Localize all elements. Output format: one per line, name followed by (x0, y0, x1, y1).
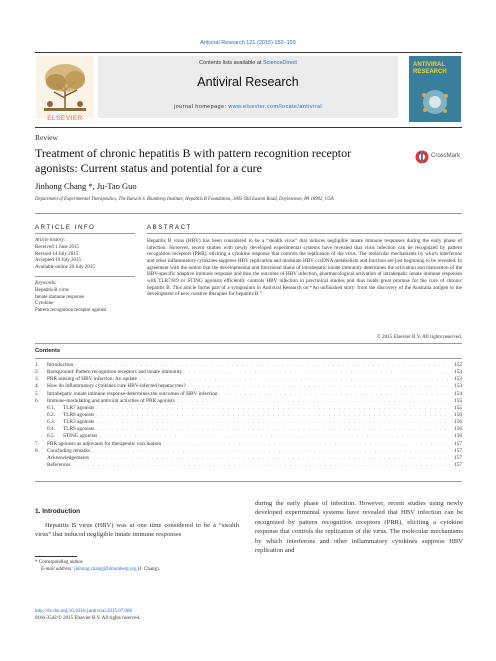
toc-entry-number: 5. (35, 390, 39, 397)
sciencedirect-link[interactable]: ScienceDirect (262, 60, 297, 66)
toc-leader-dots (96, 412, 448, 419)
journal-cover-thumbnail[interactable] (409, 56, 461, 122)
abstract-end-rule (35, 343, 462, 344)
toc-entry-title: TLR3 agonists (63, 419, 95, 426)
toc-leader-dots (75, 362, 448, 369)
toc-leader-dots (96, 405, 448, 412)
toc-entry-number: 6.3. (47, 419, 55, 426)
abstract-copyright: © 2015 Elsevier B.V. All rights reserved. (376, 334, 462, 340)
crossmark-icon (415, 150, 429, 164)
contents-prefix: Contents lists available at (199, 60, 263, 66)
toc-entry-number: 8. (35, 447, 39, 454)
toc-entry-title: TLR7 agonists (63, 404, 95, 411)
homepage-prefix: journal homepage: (174, 104, 229, 110)
journal-title: Antiviral Research (197, 75, 299, 89)
toc-entry-number: 4. (35, 383, 39, 390)
toc-entry[interactable] (35, 391, 462, 398)
body-text-column-1: Hepatitis B virus (HBV) was at one time considered to be a “stealth virus” that induced negligible innate immune responses (35, 522, 239, 539)
toc-entry-number: 7. (35, 440, 39, 447)
toc-entry-number: 6.1. (47, 404, 55, 411)
toc-entry-title: Introduction (47, 362, 74, 368)
header-rule-top (35, 52, 462, 53)
toc-entry-title: Immune-modulating and antiviral activities of PRR agonists (47, 397, 175, 404)
author-email-link[interactable]: jinhong.chang@bblumberg.org (74, 566, 137, 572)
toc-entry-title: Intrahepatic innate immune response determines the outcomes of HBV infection (47, 390, 218, 397)
toc-entry-page: 156 (454, 433, 462, 440)
toc-entry[interactable] (35, 398, 462, 405)
toc-leader-dots (163, 441, 448, 448)
toc-entry[interactable] (35, 426, 462, 433)
author-affiliation: Department of Experimental Therapeutics, The Baruch S. Blumberg Institute, Hepatitis B Foundation, 3805 Old Easton Road, Doylestown, PA 18902, USA (35, 197, 334, 202)
keyword: Pattern recognition receptor agonist (35, 307, 107, 313)
toc-entry[interactable] (35, 441, 462, 448)
toc-entry-page: 155 (454, 404, 462, 411)
toc-entry-title: Background: Pattern recognition receptors and innate immunity (47, 369, 183, 376)
introduction-heading: 1. Introduction (35, 508, 81, 515)
toc-entry-number: 3. (35, 376, 39, 383)
toc-entry-page: 157 (454, 461, 462, 468)
toc-entry-title: TLR8 agonists (63, 411, 95, 418)
affiliation-rule (35, 213, 462, 214)
toc-entry-page: 155 (454, 397, 462, 404)
toc-leader-dots (219, 391, 448, 398)
doi-link[interactable]: http://dx.doi.org/10.1016/j.antiviral.2015.07.006 (35, 609, 132, 614)
history-label: Article history: (35, 238, 66, 243)
corresponding-author-label: * Corresponding author. (35, 560, 84, 565)
toc-entry-title: PRR agonists as adjuvants for therapeutic vaccination (47, 440, 162, 447)
article-info-heading: ARTICLE INFO (35, 225, 96, 231)
toc-entry-number: 6.4. (47, 426, 55, 433)
corresponding-author-footnote (35, 560, 245, 574)
body-text-column-2: during the early phase of infection. However, recent studies using newly developed experimental systems have revealed that HBV infection can be recognized by pattern recognition receptors (PRR), eliciting a cytokine response that controls the replication of the virus. The molecular mechanisms by which interferons and other inflammatory cytokines suppress HBV replication and (255, 500, 463, 555)
table-of-contents (35, 362, 462, 469)
contents-heading: Contents (35, 348, 61, 354)
toc-entry-number: 6.5. (47, 433, 55, 440)
toc-leader-dots (177, 398, 448, 405)
toc-entry-title: TLR9 agonists (63, 426, 95, 433)
toc-entry-title: PRR sensing of HBV infection: An update (47, 376, 137, 383)
toc-entry-title: Acknowledgements (47, 454, 90, 461)
crossmark-badge[interactable] (415, 150, 461, 164)
toc-entry-title: STING agonists (63, 433, 98, 440)
toc-leader-dots (96, 426, 448, 433)
issn-copyright: 0166-3542/© 2015 Elsevier B.V. All rights reserved. (35, 616, 141, 621)
abstract-text: Hepatitis B virus (HBV) has been considered to be a “stealth virus” that induces negligible innate immune responses during the early phase of infection. However, recent studies with newly developed experimental systems have revealed that virus infection can be recognized by pattern recognition receptors (PRR), eliciting a cytokine response that controls the replication of the virus. The molecular mechanisms by which interferons and other inflammatory cytokines suppress HBV replication and modulate HBV cccDNA metabolism and function are just beginning to be revealed. In agreement with the notion that the developmental and functional status of intrahepatic innate immunity determines the activation and maturation of the HBV-specific adaptive immune response and thus the outcome of HBV infection, pharmacological activation of intrahepatic innate immune responses with TLR7/8/9 or STING agonists efficiently controls HBV infection in preclinical studies and thus holds great promise for the cure of chronic hepatitis B. This article forms part of a symposium in Antiviral Research on “An unfinished story: from the discovery of the Australia antigen to the development of new curative therapies for hepatitis B.” (147, 238, 462, 298)
toc-entry[interactable] (35, 462, 462, 469)
toc-entry-number: 2. (35, 369, 39, 376)
abstract-rule (147, 233, 462, 234)
toc-entry-title: References (47, 461, 71, 468)
toc-entry[interactable] (35, 455, 462, 462)
article-type: Review (35, 133, 58, 142)
cover-title: ANTIVIRAL RESEARCH (413, 62, 447, 75)
toc-entry-number: 6.2. (47, 411, 55, 418)
history-item: Received 1 June 2015 (35, 245, 80, 250)
keywords-label: Keywords: (35, 281, 57, 286)
toc-entry-page: 156 (454, 419, 462, 426)
toc-entry-page: 156 (454, 411, 462, 418)
toc-leader-dots (73, 462, 448, 469)
history-item: Revised 14 July 2015 (35, 251, 79, 257)
email-line (35, 567, 245, 574)
toc-leader-dots (184, 369, 448, 376)
toc-entry[interactable] (35, 448, 462, 455)
contents-rule-top (35, 358, 462, 359)
toc-entry[interactable] (35, 362, 462, 369)
toc-entry-page: 157 (454, 440, 462, 447)
toc-entry-page: 153 (454, 376, 462, 383)
toc-entry-page: 152 (454, 362, 462, 368)
cover-virus-image (415, 86, 455, 118)
toc-entry[interactable] (35, 412, 462, 419)
toc-entry-number: 1. (35, 362, 39, 368)
article-title: Treatment of chronic hepatitis B with pattern recognition receptor agonists: Current status and potential for a cure (35, 146, 352, 175)
elsevier-tree-logo (36, 56, 94, 118)
toc-entry-title: Concluding remarks (47, 447, 91, 454)
toc-entry[interactable] (35, 433, 462, 440)
toc-entry-page: 157 (454, 447, 462, 454)
toc-leader-dots (96, 419, 448, 426)
abstract-heading: ABSTRACT (147, 225, 192, 231)
toc-leader-dots (92, 448, 448, 455)
email-suffix: (J. Chang). (136, 566, 160, 572)
toc-entry[interactable] (35, 419, 462, 426)
keyword: Innate immune response (35, 294, 84, 300)
toc-entry-page: 154 (454, 390, 462, 397)
footnote-rule (35, 556, 77, 557)
elsevier-wordmark: ELSEVIER (47, 115, 83, 122)
toc-entry-page: 153 (454, 383, 462, 390)
history-list (35, 245, 95, 271)
toc-entry-title: How do inflammatory cytokines cure HBV-infected hepatocytes? (47, 383, 186, 390)
contents-rule-bottom (35, 481, 462, 482)
keyword: Hepatitis B virus (35, 288, 69, 293)
keywords-list (35, 288, 107, 314)
journal-homepage-link[interactable]: www.elsevier.com/locate/antiviral (228, 104, 322, 110)
toc-leader-dots (188, 383, 448, 390)
toc-entry-number: 6. (35, 397, 39, 404)
keyword: Cytokine (35, 301, 54, 307)
toc-leader-dots (99, 433, 448, 440)
author-list: Jinhong Chang *, Ju-Tao Guo (35, 181, 137, 191)
toc-entry[interactable] (35, 405, 462, 412)
crossmark-label: CrossMark (431, 153, 461, 159)
history-item: Accepted 19 July 2015 (35, 258, 81, 264)
toc-entry-page: 153 (454, 369, 462, 376)
journal-homepage-line (98, 104, 398, 110)
toc-entry-page: 156 (454, 426, 462, 433)
toc-leader-dots (91, 455, 448, 462)
journal-reference[interactable]: Antiviral Research 121 (2015) 152–159 (200, 40, 296, 46)
contents-available-line (98, 60, 398, 66)
toc-entry[interactable] (35, 383, 462, 390)
toc-entry-page: 157 (454, 454, 462, 461)
history-item: Available online 20 July 2015 (35, 264, 95, 270)
keywords-rule (35, 276, 135, 277)
header-rule-bottom (35, 127, 462, 128)
email-label: E-mail address: (41, 566, 75, 572)
article-info-rule (35, 233, 135, 234)
